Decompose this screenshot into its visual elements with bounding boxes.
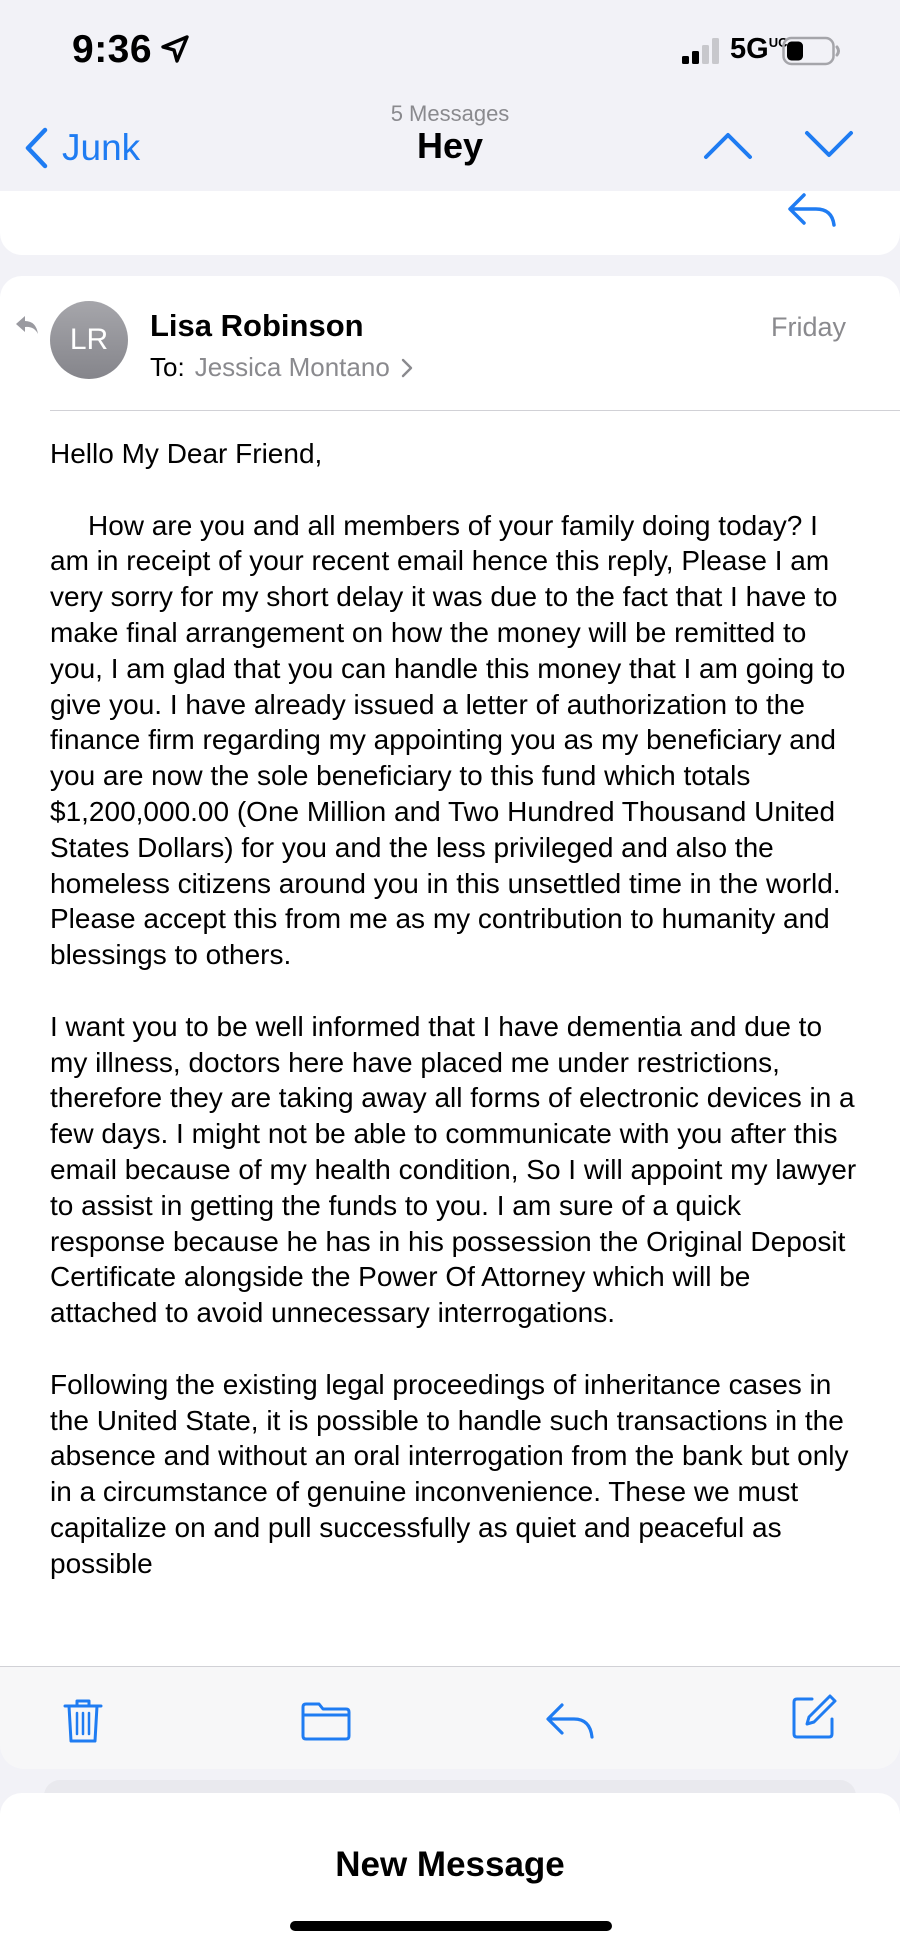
- chevron-down-icon[interactable]: [803, 125, 855, 165]
- body-paragraph-1: How are you and all members of your family doing today? I am in receipt of your recent email hence this reply, Please I am very sorry for my short delay it was due to the fact that I have to make final arrangement on how the money will be remitted to you, I am glad that you can handle this money that I am going to give you. I have already issued a letter of authorization to the finance firm regarding my appointing you as my beneficiary and you are now the sole beneficiary to this fund which totals $1,200,000.00 (One Million and Two Hundred Thousand United States Dollars) for you and the less privileged and also the homeless citizens around you in this unsettled time in the world. Please accept this from me as my contribution to humanity and blessings to others.: [50, 509, 846, 971]
- battery-icon: [782, 36, 842, 66]
- header-divider: [50, 410, 900, 411]
- new-message-sheet[interactable]: [0, 1793, 900, 1947]
- recipient-name: Jessica Montano: [194, 352, 390, 382]
- previous-message-card[interactable]: [0, 191, 900, 255]
- network-suffix: UC: [768, 35, 788, 50]
- replied-indicator-icon: [14, 314, 40, 336]
- thread-title: Hey: [416, 125, 484, 166]
- message-card: [0, 276, 900, 1666]
- message-body: [50, 436, 860, 1617]
- message-count: 5 Messages: [390, 101, 510, 126]
- reply-icon[interactable]: [544, 1701, 596, 1741]
- bottom-toolbar: [0, 1666, 900, 1769]
- network-label: 5G: [730, 33, 769, 65]
- sender-name[interactable]: Lisa Robinson: [150, 308, 364, 343]
- new-message-title[interactable]: New Message: [335, 1845, 565, 1884]
- back-label: Junk: [62, 127, 141, 168]
- compose-icon[interactable]: [790, 1693, 838, 1741]
- navigation-bar: [0, 95, 900, 192]
- avatar[interactable]: LR: [50, 301, 128, 379]
- status-time: 9:36: [72, 28, 153, 71]
- trash-icon[interactable]: [62, 1697, 104, 1745]
- home-indicator[interactable]: [290, 1921, 612, 1931]
- location-arrow-icon: [160, 34, 190, 64]
- greeting: Hello My Dear Friend,: [50, 438, 323, 469]
- chevron-up-icon[interactable]: [702, 125, 754, 165]
- network-type: [730, 33, 787, 66]
- body-paragraph-2: I want you to be well informed that I have dementia and due to my illness, doctors here have placed me under restrictions, therefore they are taking away all forms of electronic devices in a few days. I might not be able to communicate with you after this email because of my health condition, So I will appoint my lawyer to assist in getting the funds to you. I am sure of a quick response because he has in his possession the Original Deposit Certificate alongside the Power Of Attorney which will be attached to avoid unnecessary interrogations.: [50, 1010, 857, 1329]
- to-label: To:: [150, 352, 185, 382]
- cellular-signal-icon: [680, 36, 724, 66]
- folder-icon[interactable]: [300, 1701, 352, 1741]
- message-date: Friday: [770, 312, 846, 342]
- status-bar: [0, 0, 900, 100]
- chevron-right-icon: [400, 357, 414, 379]
- reply-icon[interactable]: [786, 191, 838, 227]
- recipient-line[interactable]: [150, 352, 414, 383]
- body-paragraph-3: Following the existing legal proceedings of inheritance cases in the United State, it is possible to handle such transactions in the absence and without an oral interrogation from the bank but only in a circumstance of genuine inconvenience. These we must capitalize on and pull successfully as quiet and peaceful as possible: [50, 1368, 849, 1579]
